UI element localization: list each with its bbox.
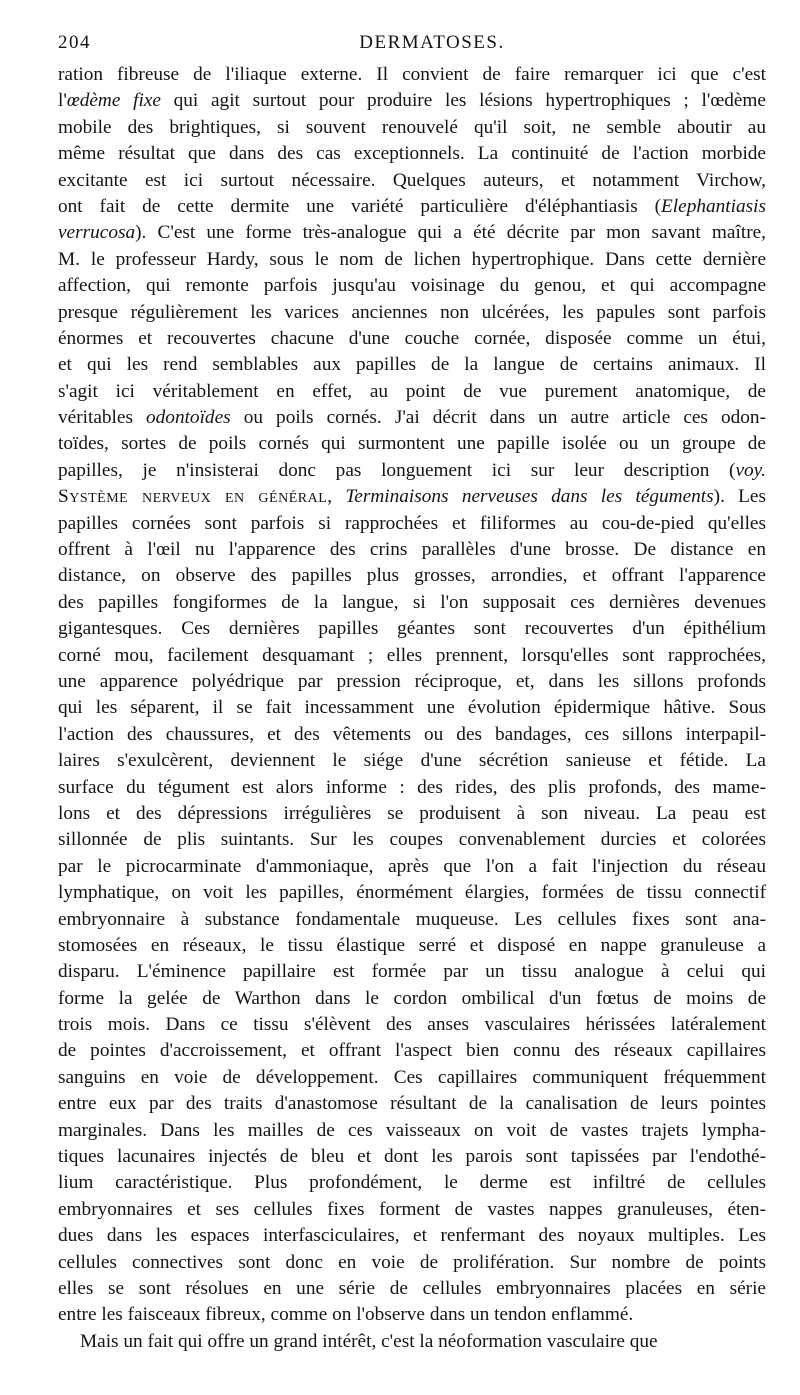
text-line: Système nerveux en général, Terminaisons nerveuses dans les téguments). Les <box>58 486 766 508</box>
text-line: toïdes, sortes de poils cornés qui surmontent une papille isolée ou un groupe de <box>58 433 766 455</box>
text-line: marginales. Dans les mailles de ces vaisseaux on voit de vastes trajets lympha- <box>58 1119 766 1141</box>
text-line: lons et des dépressions irrégulières se produisent à son niveau. La peau est <box>58 802 766 824</box>
text-line: tiques lacunaires injectés de bleu et dont les parois sont tapissées par l'endothé- <box>58 1146 766 1168</box>
text-line: surface du tégument est alors informe : des rides, des plis profonds, des mame- <box>58 776 766 798</box>
text-line: presque régulièrement les varices anciennes non ulcérées, les papules sont parfois <box>58 301 766 323</box>
text-line: mobile des brightiques, si souvent renouvelé qu'il soit, ne semble aboutir au <box>58 116 766 138</box>
text-line: offrent à l'œil nu l'apparence des crins parallèles d'une brosse. De distance en <box>58 539 766 561</box>
text-line: une apparence polyédrique par pression réciproque, et, dans les sillons profonds <box>58 670 766 692</box>
text-line: sanguins en voie de développement. Ces capillaires communiquent fréquemment <box>58 1066 766 1088</box>
text-line: stomosées en réseaux, le tissu élastique serré et disposé en nappe granuleuse a <box>58 934 766 956</box>
text-line: même résultat que dans des cas exceptionnels. La continuité de l'action morbide <box>58 143 766 165</box>
text-line: papilles cornées sont parfois si rapprochées et filiformes au cou-de-pied qu'elles <box>58 512 766 534</box>
text-line: laires s'exulcèrent, deviennent le siége d'une sécrétion sanieuse et fétide. La <box>58 750 766 772</box>
text-line: lium caractéristique. Plus profondément, le derme est infiltré de cellules <box>58 1172 766 1194</box>
text-line: distance, on observe des papilles plus grosses, arrondies, et offrant l'apparence <box>58 565 766 587</box>
running-head <box>58 28 766 58</box>
text-line: par le picrocarminate d'ammoniaque, après que l'on a fait l'injection du réseau <box>58 855 766 877</box>
text-line: embryonnaire à substance fondamentale muqueuse. Les cellules fixes sont ana- <box>58 908 766 930</box>
text-line: dues dans les espaces interfasciculaires, et renfermant des noyaux multiples. Les <box>58 1225 766 1247</box>
text-line: M. le professeur Hardy, sous le nom de lichen hypertrophique. Dans cette dernière <box>58 248 766 270</box>
text-line: sillonnée de plis suintants. Sur les coupes convenablement durcies et colorées <box>58 829 766 851</box>
text-line: Mais un fait qui offre un grand intérêt, c'est la néoformation vasculaire que <box>80 1330 658 1352</box>
text-line: véritables odontoïdes ou poils cornés. J'ai décrit dans un autre article ces odon- <box>58 407 766 429</box>
text-line: corné mou, facilement desquamant ; elles prennent, lorsqu'elles sont rapprochées, <box>58 644 766 666</box>
text-line: l'action des chaussures, et des vêtements ou des bandages, ces sillons interpapil- <box>58 723 766 745</box>
text-line: et qui les rend semblables aux papilles de la langue de certains animaux. Il <box>58 354 766 376</box>
text-line: gigantesques. Ces dernières papilles géantes sont recouvertes d'un épithélium <box>58 618 766 640</box>
text-line: elles se sont résolues en une série de cellules embryonnaires placées en série <box>58 1277 766 1299</box>
body-text <box>58 62 766 1355</box>
text-line: ont fait de cette dermite une variété particulière d'éléphantiasis (Elephantiasis <box>58 195 766 217</box>
text-line: disparu. L'éminence papillaire est formée par un tissu analogue à celui qui <box>58 961 766 983</box>
running-title: DERMATOSES. <box>359 32 505 53</box>
page-number: 204 <box>58 32 91 53</box>
text-line: papilles, je n'insisterai donc pas longuement ici sur leur description (voy. <box>58 459 766 481</box>
text-line: excitante est ici surtout nécessaire. Quelques auteurs, et notamment Virchow, <box>58 169 766 191</box>
text-line: s'agit ici véritablement en effet, au point de vue purement anatomique, de <box>58 380 766 402</box>
text-line: trois mois. Dans ce tissu s'élèvent des anses vasculaires hérissées latéralement <box>58 1014 766 1036</box>
text-line: affection, qui remonte parfois jusqu'au voisinage du genou, et qui accompagne <box>58 275 766 297</box>
text-line: de pointes d'accroissement, et offrant l'aspect bien connu des réseaux capillaires <box>58 1040 766 1062</box>
text-line: des papilles fongiformes de la langue, si l'on supposait ces dernières devenues <box>58 591 766 613</box>
text-line: ration fibreuse de l'iliaque externe. Il convient de faire remarquer ici que c'est <box>58 64 766 85</box>
text-line: forme la gelée de Warthon dans le cordon ombilical d'un fœtus de moins de <box>58 987 766 1009</box>
text-line: entre eux par des traits d'anastomose résultant de la canalisation de leurs pointes <box>58 1093 766 1115</box>
text-line: qui les séparent, il se fait incessamment une évolution épidermique hâtive. Sous <box>58 697 766 719</box>
text-line: l'œdème fixe qui agit surtout pour produire les lésions hypertrophiques ; l'œdème <box>58 90 766 112</box>
text-line: énormes et recouvertes chacune d'une couche cornée, disposée comme un étui, <box>58 327 766 349</box>
text-line: embryonnaires et ses cellules fixes forment de vastes nappes granuleuses, éten- <box>58 1198 766 1220</box>
text-line: cellules connectives sont donc en voie de prolifération. Sur nombre de points <box>58 1251 766 1273</box>
text-line: lymphatique, on voit les papilles, énormément élargies, formées de tissu connectif <box>58 882 766 904</box>
text-line: verrucosa). C'est une forme très-analogue qui a été décrite par mon savant maître, <box>58 222 766 244</box>
text-line: entre les faisceaux fibreux, comme on l'observe dans un tendon enflammé. <box>58 1304 634 1326</box>
